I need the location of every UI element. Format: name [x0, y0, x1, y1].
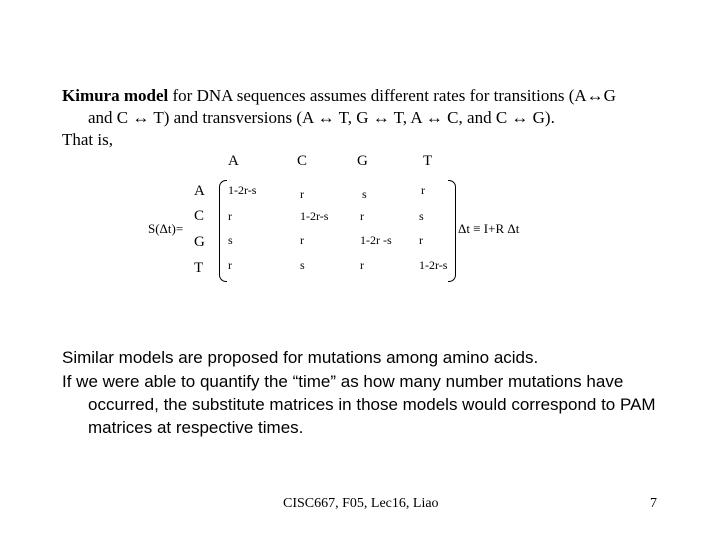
intro-paragraph	[62, 85, 682, 151]
body-text	[62, 346, 682, 440]
matrix-cell: 1-2r-s	[300, 209, 329, 223]
matrix-cell: s	[228, 233, 233, 247]
matrix-cell: r	[419, 233, 423, 247]
col-header-g: G	[357, 153, 368, 169]
matrix-lhs-label: S(Δt)=	[148, 221, 184, 236]
row-header-g: G	[194, 234, 205, 250]
matrix-cell: s	[362, 187, 367, 201]
matrix-left-bracket	[219, 180, 227, 282]
matrix-cell: r	[421, 183, 425, 197]
matrix-cell: s	[419, 209, 424, 223]
matrix-cell: 1-2r -s	[360, 233, 392, 247]
row-header-c: C	[194, 208, 205, 224]
col-header-a: A	[228, 153, 239, 169]
matrix-rhs-label: Δt ≡ I+R Δt	[458, 221, 520, 236]
page-number: 7	[650, 496, 657, 511]
row-header-a: A	[194, 183, 205, 199]
row-header-t: T	[194, 260, 204, 276]
matrix-cell: r	[300, 233, 304, 247]
matrix-cell: r	[360, 209, 364, 223]
matrix-cell: r	[228, 258, 232, 272]
footer-course-label: CISC667, F05, Lec16, Liao	[283, 496, 439, 511]
matrix-cell: r	[300, 187, 304, 201]
intro-line-2: and C ↔ T) and transversions (A ↔ T, G ↔ T, A ↔ C, and C ↔ G).	[88, 108, 555, 127]
matrix-cell: s	[300, 258, 305, 272]
intro-line-1	[62, 85, 682, 107]
kimura-model-heading: Kimura model	[62, 86, 169, 105]
matrix-cell: r	[360, 258, 364, 272]
matrix-cell: 1-2r-s	[419, 258, 448, 272]
intro-line-1-text: for DNA sequences assumes different rates for transitions (A↔G	[168, 86, 616, 105]
matrix-right-bracket	[448, 180, 456, 282]
body-paragraph-1: Similar models are proposed for mutations among amino acids.	[62, 348, 539, 367]
intro-line-3: That is,	[62, 130, 113, 149]
col-header-c: C	[297, 153, 308, 169]
matrix-cell: r	[228, 209, 232, 223]
col-header-t: T	[423, 153, 433, 169]
matrix-cell: 1-2r-s	[228, 183, 257, 197]
body-paragraph-2: If we were able to quantify the “time” as how many number mutations have occurred, the substitute matrices in those models would correspond to PAM matrices at respective times.	[62, 372, 656, 437]
